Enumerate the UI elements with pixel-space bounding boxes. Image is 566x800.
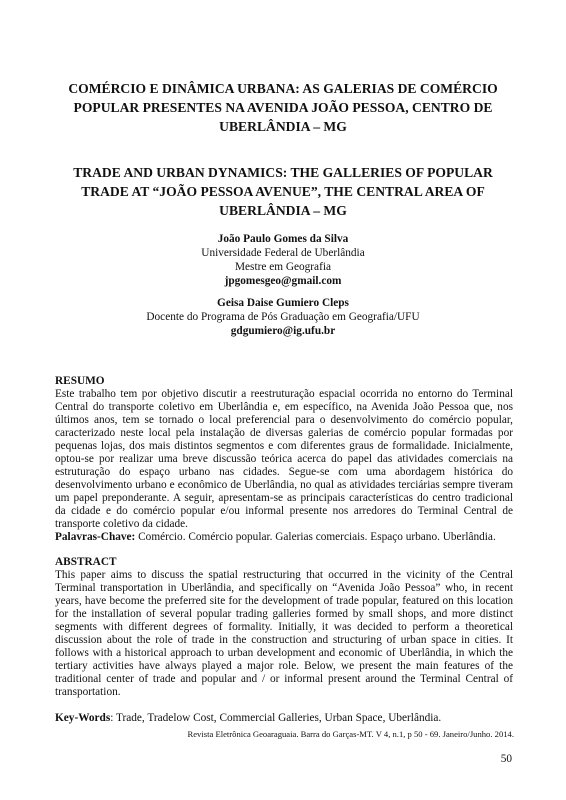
page-number: 50 [500, 753, 512, 765]
resumo-section [55, 375, 513, 544]
author-name: João Paulo Gomes da Silva [217, 233, 349, 245]
author-affiliation: Docente do Programa de Pós Graduação em Geografia/UFU [146, 311, 420, 323]
abstract-section [55, 556, 513, 699]
palavras-chave-line [55, 531, 513, 544]
key-words-line [55, 712, 513, 725]
abstract-heading: ABSTRACT [55, 556, 117, 568]
abstract-text: This paper aims to discuss the spatial restructuring that occurred in the vicinity of the Central Terminal transportation in Uberlândia, and specifically on “Avenida João Pessoa” who, in recent years, have become the preferred site for the development of trade popular, featured on this location for the installation of several popular trading galleries formed by small shops, and more distinct segments with different degrees of formality. Initially, it was decided to perform a theoretical discussion about the role of trade in the construction and structuring of urban space in cities. It follows with a historical approach to urban development and economic of Uberlândia, in which the tertiary activities have always played a major role. Below, we present the main features of the traditional center of trade and popular and / or informal present around the Terminal Central of transportation. [55, 569, 513, 698]
author-block-2 [40, 296, 526, 338]
author-email: jpgomesgeo@gmail.com [224, 275, 342, 287]
resumo-text: Este trabalho tem por objetivo discutir a reestruturação espacial ocorrida no entorno do Terminal Central do transporte coletivo em Uberlândia e, em específico, na Avenida João Pessoa que, nos últimos anos, tem se tornado o local preferencial para o desenvolvimento do comércio popular, caracterizado neste local pela instalação de diversas galerias de comércio popular formadas por pequenas lojas, dos mais distintos segmentos e com diferentes graus de formalidade. Inicialmente, optou-se por realizar uma breve discussão teórica acerca do papel das atividades comerciais na estruturação do espaço urbano nas cidades. Segue-se com uma abordagem histórica do desenvolvimento urbano e econômico de Uberlândia, no qual as atividades terciárias sempre tiveram um papel preponderante. A seguir, apresentam-se as principais características do centro tradicional da cidade e do comércio popular e/ou informal presente nos arredores do Terminal Central de transporte coletivo da cidade. [55, 388, 513, 530]
author-role: Mestre em Geografia [235, 261, 331, 273]
author-email: gdgumiero@ig.ufu.br [230, 325, 336, 337]
author-block-1 [40, 232, 526, 288]
title-portuguese: COMÉRCIO E DINÂMICA URBANA: AS GALERIAS DE COMÉRCIO POPULAR PRESENTES NA AVENIDA JOÃO PESSOA, CENTRO DE UBERLÂNDIA – MG [68, 81, 498, 134]
author-affiliation: Universidade Federal de Uberlândia [201, 247, 365, 259]
key-words-label: Key-Words [55, 712, 111, 724]
journal-citation: Revista Eletrônica Geoaraguaia. Barra do Garças-MT. V 4, n.1, p 50 - 69. Janeiro/Junho. 2014. [187, 729, 514, 739]
palavras-chave-label: Palavras-Chave: [55, 531, 136, 543]
resumo-heading: RESUMO [55, 375, 105, 387]
author-name: Geisa Daise Gumiero Cleps [217, 297, 349, 309]
palavras-chave-text: Comércio. Comércio popular. Galerias comerciais. Espaço urbano. Uberlândia. [135, 531, 496, 543]
title-english: TRADE AND URBAN DYNAMICS: THE GALLERIES OF POPULAR TRADE AT “JOÃO PESSOA AVENUE”, THE CENTRAL AREA OF UBERLÂNDIA – MG [73, 165, 493, 218]
key-words-text: : Trade, Tradelow Cost, Commercial Galleries, Urban Space, Uberlândia. [110, 712, 442, 724]
